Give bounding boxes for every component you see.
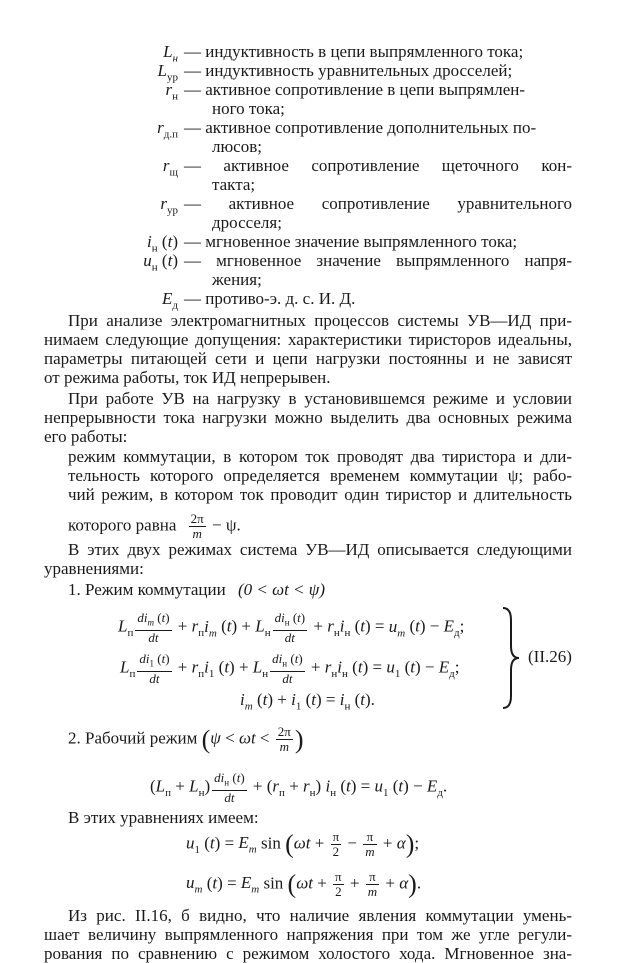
para1-line3: параметры питающей сети и цепи нагрузки постоянны и не зависят bbox=[44, 349, 572, 368]
def-text-6b: дросселя; bbox=[212, 213, 282, 232]
mode2-heading: 2. Рабочий режим (ψ < ωt < $\frac{2\pi}{m}$ ) bbox=[68, 724, 304, 754]
mode1-condition: (0 < ωt < ψ) bbox=[237, 580, 326, 599]
eq-um: $u_m$ $(t) = E_m$ sin (ωt + $\frac{\pi}{2}$ + $\frac{\pi}{m}$ + α). bbox=[186, 869, 422, 899]
para6-line2: шает величину выпрямленного напряжения при том же угле регули- bbox=[44, 925, 572, 944]
para5: В этих уравнениях имеем: bbox=[68, 808, 259, 827]
para2-line2: непрерывности тока нагрузки можно выделить два основных режима bbox=[44, 408, 572, 427]
eq-commutation-1: $L_п$ $\frac{di_m (t)}{dt}$ + $r_пi_m$ $(t) + L_н$ $\frac{di_н (t)}{dt}$ + $r_нi_н$ $(t) = u_m$ $(t) - E_д$; bbox=[118, 610, 465, 645]
def-text-9: — противо-э. д. с. И. Д. bbox=[184, 289, 356, 308]
mode2-label: 2. Рабочий режим bbox=[68, 728, 198, 748]
book-page: $L_н$ — индуктивность в цепи выпрямленного тока; $L_{ур}$ — индуктивность уравнительных дросселей; $r_н$ — активное сопротивление в цепи выпрямлен- ного тока; $r_{д.п}$ — активное сопротивление дополнительных по- люсов; $r_щ$ — активное сопротивление щеточного кон- такта; $r_{ур}$ — активное сопротивление уравнительного дросселя; $i_н$ (t) — мгновенное значение выпрямленного тока; $u_н$ (t) — мгновенное значение выпрямленного напря- жения; $E_д$ — противо-э. д. с. И. Д. При анализе электромагнитных процессов системы УВ—ИД при- нимаем следующие допущения: характеристики тиристоров идеальны, параметры питающей сети и цепи нагрузки постоянны и не зависят от режима работы, ток ИД непрерывен. При работе УВ на нагрузку в установившемся режиме и условии непрерывности тока нагрузки можно выделить два основных режима его работы: режим коммутации, в котором ток проводят два тиристора и дли- тельность которого определяется временем коммутации ψ; рабо- чий режим, в котором ток проводит один тиристор и длительность которого равна $\frac{2\pi}{m}$ − ψ. В этих двух режимах система УВ—ИД описывается следующими уравнениями: 1. Режим коммутации (0 < ωt < ψ) $L_п$ $\frac{di_m (t)}{dt}$ + $r_пi_m$ $(t) + L_н$ $\frac{di_н (t)}{dt}$ + $r_нi_н$ $(t) = u_m$ $(t) - E_д$; $L_п$ $\frac{di_1 (t)}{dt}$ + $r_пi_1$ $(t) + L_н$ $\frac{di_н (t)}{dt}$ + $r_нi_н$ $(t) = u_1$ $(t) - E_д$; $i_m$ $(t) + i_1$ $(t) = i_н$ (t). (II.26) 2. Рабочий режим (ψ < ωt < $\frac{2\pi}{m}$ ) $(L_п + L_н)$ $\frac{di_н (t)}{dt}$ + $(r_п + r_н)$ $i_н$ $(t) = u_1$ $(t) - E_д$. В этих уравнениях имеем: $u_1$ $(t) = E_m$ sin (ωt + $\frac{\pi}{2}$ − $\frac{\pi}{m}$ + α); $u_m$ $(t) = E_m$ sin (ωt + $\frac{\pi}{2}$ + $\frac{\pi}{m}$ + α). Из рис. II.16, б видно, что наличие явления коммутации умень- шает величину выпрямленного напряжения при том же угле регули- рования по сравнению с режимом холостого хода. Мгновенное зна- bbox=[44, 42, 572, 963]
eq-commutation-2: $L_п$ $\frac{di_1 (t)}{dt}$ + $r_пi_1$ $(t) + L_н$ $\frac{di_н (t)}{dt}$ + $r_нi_н$ $(t) = u_1$ $(t) - E_д$; bbox=[120, 651, 460, 686]
para3-line3: чий режим, в котором ток проводит один тиристор и длительность bbox=[68, 485, 572, 504]
def-text-3a: — активное сопротивление в цепи выпрямлен- bbox=[184, 80, 526, 99]
def-text-5b: такта; bbox=[212, 175, 256, 194]
mode1-label: 1. Режим коммутации bbox=[68, 580, 226, 599]
para2-line1: При работе УВ на нагрузку в установившемся режиме и условии bbox=[68, 389, 572, 408]
def-text-7: — мгновенное значение выпрямленного тока; bbox=[184, 232, 518, 251]
eq-u1: $u_1$ $(t) = E_m$ sin (ωt + $\frac{\pi}{2}$ − $\frac{\pi}{m}$ + α); bbox=[186, 829, 420, 859]
para3-line2: тельность которого определяется временем коммутации ψ; рабо- bbox=[68, 466, 572, 485]
eq-commutation-3: $i_m$ $(t) + i_1$ $(t) = i_н$ (t). bbox=[240, 690, 375, 713]
para4-line2: уравнениями: bbox=[44, 559, 144, 578]
para1-line2: нимаем следующие допущения: характеристики тиристоров идеальны, bbox=[44, 330, 572, 349]
def-text-8b: жения; bbox=[212, 270, 262, 289]
equation-number: (II.26) bbox=[528, 647, 572, 666]
para3-line1: режим коммутации, в котором ток проводят два тиристора и дли- bbox=[68, 447, 572, 466]
mode1-heading bbox=[68, 580, 325, 599]
para4-line1: В этих двух режимах система УВ—ИД описывается следующими bbox=[68, 540, 572, 559]
para6-line3: рования по сравнению с режимом холостого хода. Мгновенное зна- bbox=[44, 944, 572, 963]
para6-line1: Из рис. II.16, б видно, что наличие явления коммутации умень- bbox=[68, 906, 572, 925]
para2-line3: его работы: bbox=[44, 427, 128, 446]
right-brace bbox=[500, 606, 522, 710]
eq-working-mode: $(L_п + L_н)$ $\frac{di_н (t)}{dt}$ + $(r_п + r_н)$ $i_н$ $(t) = u_1$ $(t) - E_д$. bbox=[150, 770, 448, 805]
def-text-5a: — активное сопротивление щеточного кон- bbox=[184, 156, 572, 175]
para1-line4: от режима работы, ток ИД непрерывен. bbox=[44, 368, 331, 387]
def-text-4a: — активное сопротивление дополнительных по- bbox=[184, 118, 537, 137]
para1-line1: При анализе электромагнитных процессов системы УВ—ИД при- bbox=[68, 311, 572, 330]
para3-line4: которого равна $\frac{2\pi}{m}$ − ψ. bbox=[68, 511, 241, 541]
def-text-3b: ного тока; bbox=[212, 99, 285, 118]
def-text-6a: — активное сопротивление уравнительного bbox=[184, 194, 572, 213]
def-text-1: — индуктивность в цепи выпрямленного тока; bbox=[184, 42, 524, 61]
def-text-8a: — мгновенное значение выпрямленного напря- bbox=[184, 251, 572, 270]
def-text-4b: люсов; bbox=[212, 137, 262, 156]
def-text-2: — индуктивность уравнительных дросселей; bbox=[184, 61, 513, 80]
para3-last-text: которого равна bbox=[68, 515, 177, 535]
